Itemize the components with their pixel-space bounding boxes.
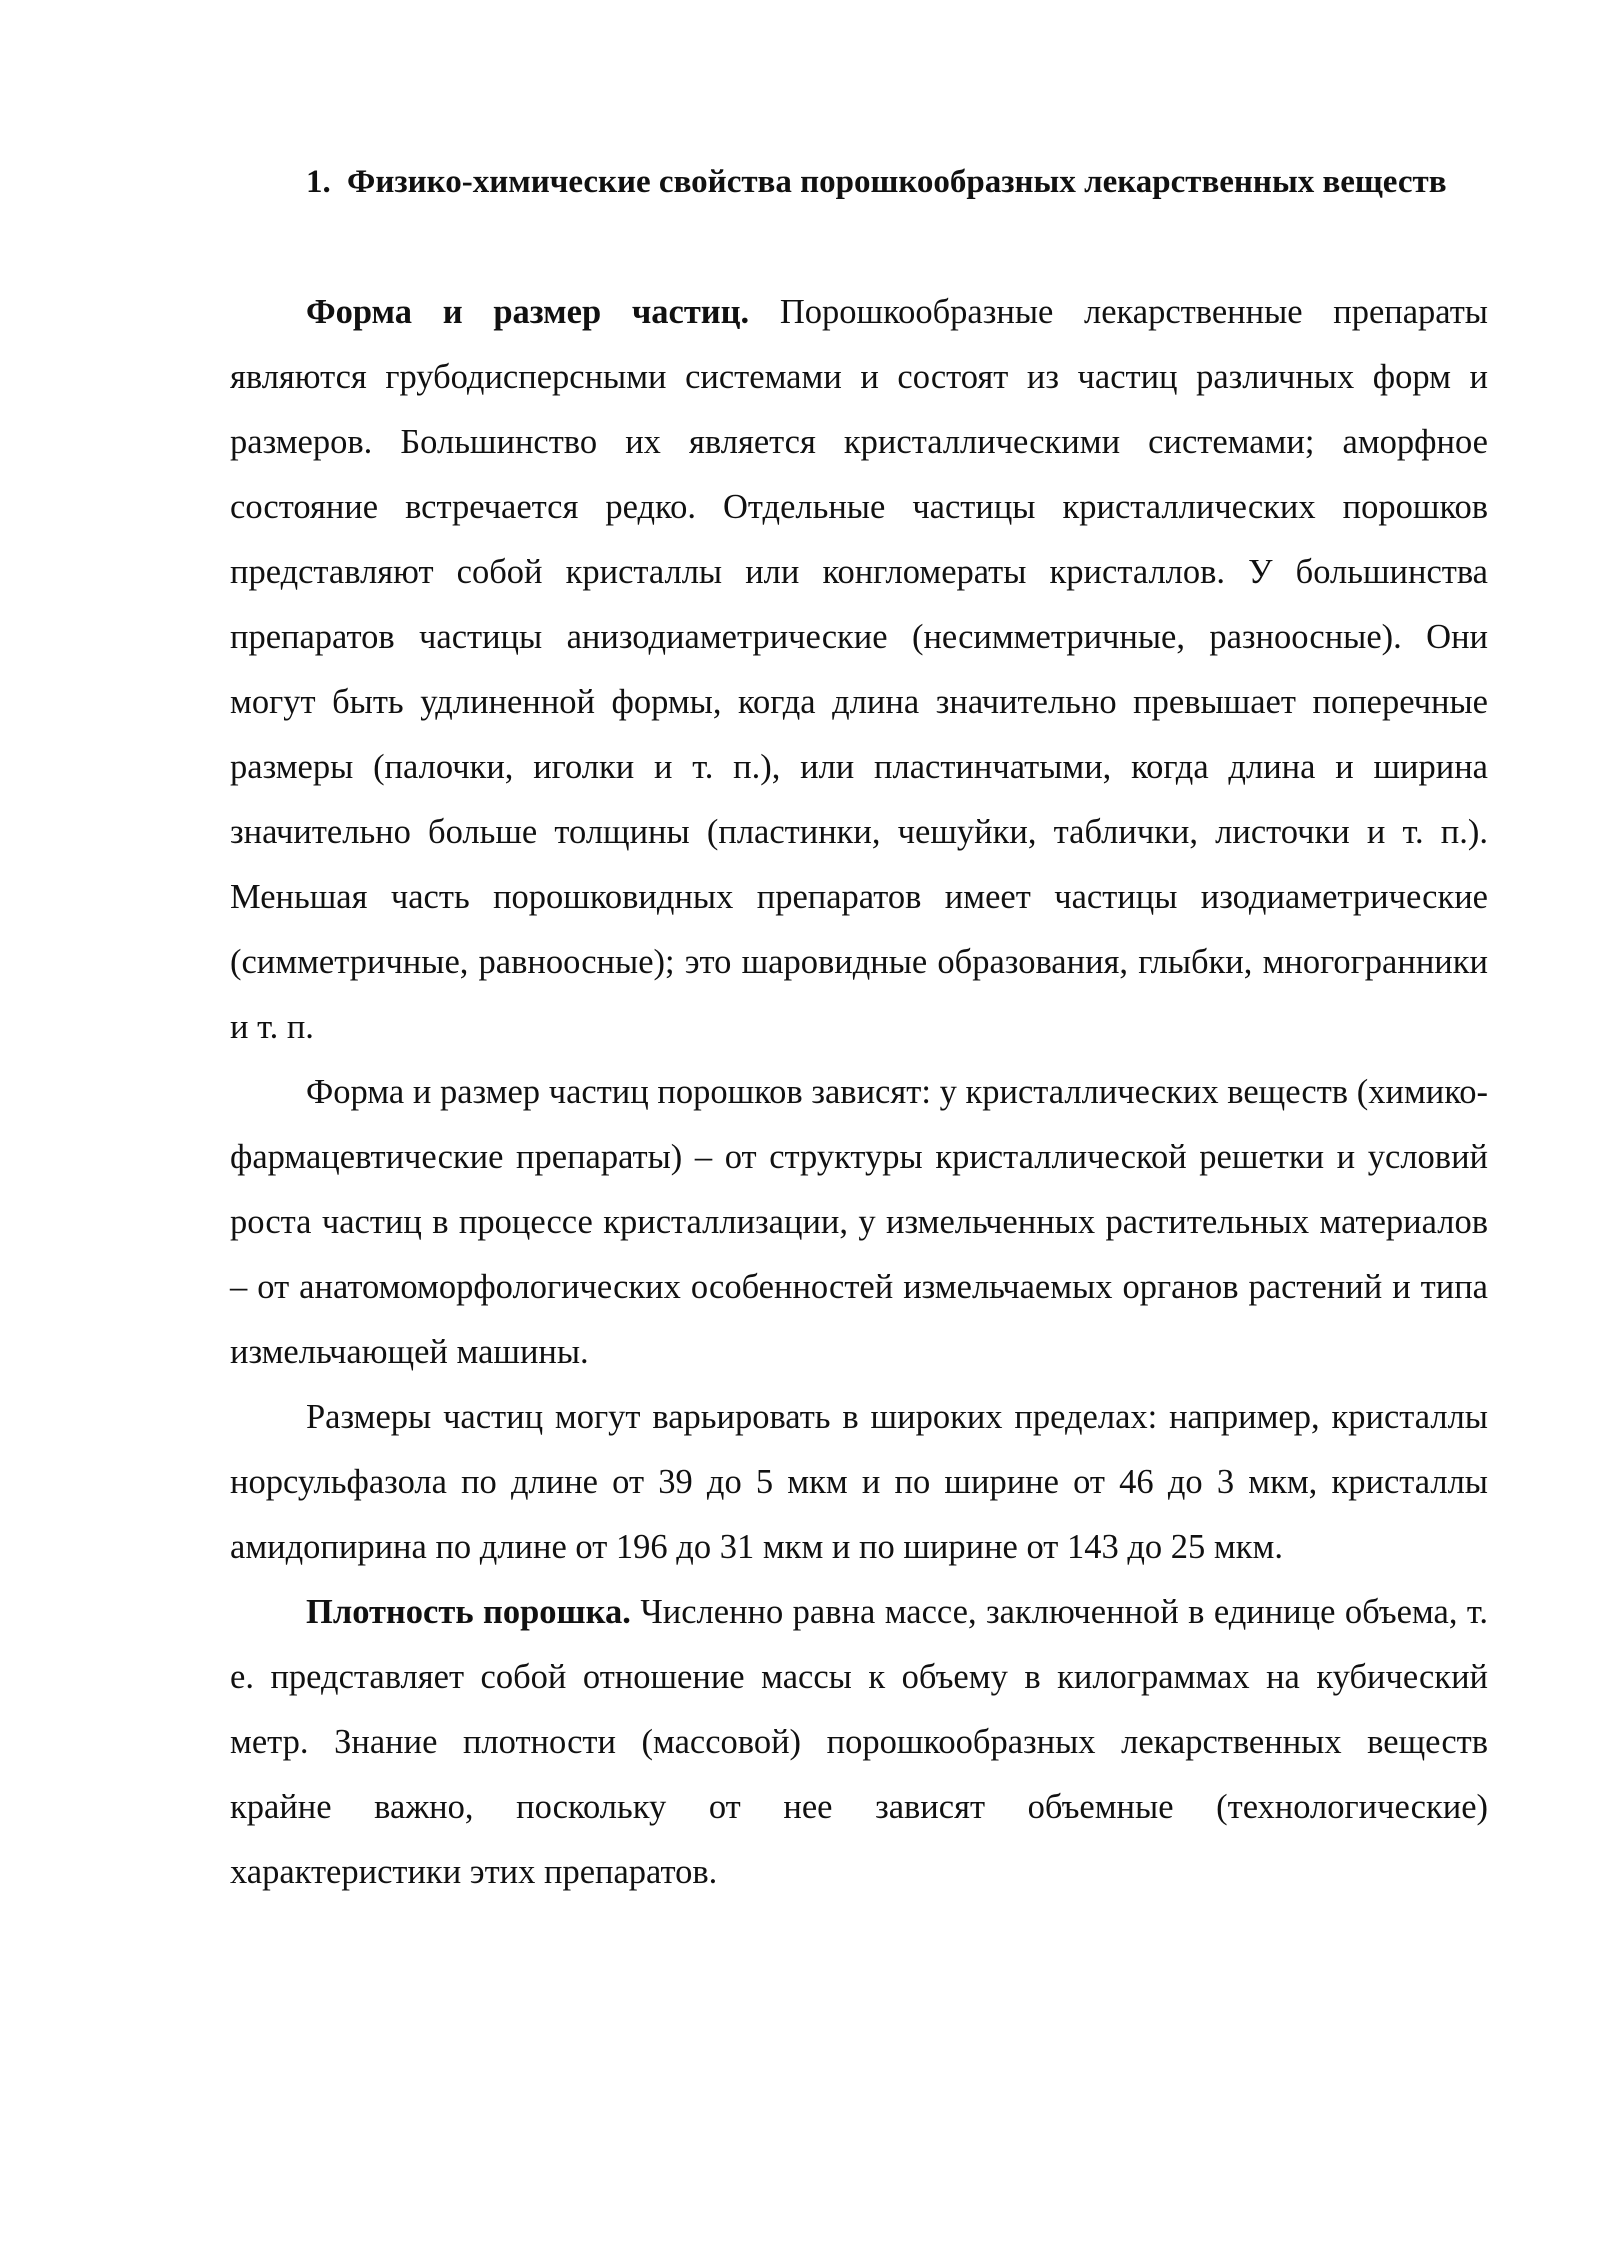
paragraph-powder-density (230, 1580, 1488, 1905)
paragraph-particle-shape (230, 280, 1488, 1060)
paragraph-text: Порошкообразные лекарственные препараты являются грубодисперсными системами и состоят из частиц различных форм и размеров. Большинство их является кристаллическими системами; аморфное состояние встречается редко. Отдельные частицы кристаллических порошков представляют собой кристаллы или конгломераты кристаллов. У большинства препаратов частицы анизодиаметрические (несимметричные, разноосные). Они могут быть удлиненной формы, когда длина значительно превышает поперечные размеры (палочки, иголки и т. п.), или пластинчатыми, когда длина и ширина значительно больше толщины (пластинки, чешуйки, таблички, листочки и т. п.). Меньшая часть порошковидных препаратов имеет частицы изодиаметрические (симметричные, равноосные); это шаровидные образования, глыбки, многогранники и т. п. (230, 293, 1488, 1046)
paragraph-term: Форма и размер частиц. (306, 293, 750, 331)
paragraph-text: Численно равна массе, заключенной в единице объема, т. е. представляет собой отношение массы к объему в килограммах на кубический метр. Знание плотности (массовой) порошкообразных лекарственных веществ крайне важно, поскольку от нее зависят объемные (технологические) характеристики этих препаратов. (230, 1593, 1488, 1891)
paragraph-shape-dependency (230, 1060, 1488, 1385)
section-number: 1. (306, 164, 331, 200)
paragraph-text: Форма и размер частиц порошков зависят: у кристаллических веществ (химико-фармацевтические препараты) – от структуры кристаллической решетки и условий роста частиц в процессе кристаллизации, у измельченных растительных материалов – от анатомоморфологических особенностей измельчаемых органов растений и типа измельчающей машины. (230, 1073, 1488, 1371)
section-heading (230, 150, 1488, 214)
paragraph-particle-sizes (230, 1385, 1488, 1580)
document-page (230, 150, 1488, 1905)
paragraph-text: Размеры частиц могут варьировать в широких пределах: например, кристаллы норсульфазола по длине от 39 до 5 мкм и по ширине от 46 до 3 мкм, кристаллы амидопирина по длине от 196 до 31 мкм и по ширине от 143 до 25 мкм. (230, 1398, 1488, 1566)
section-title: Физико-химические свойства порошкообразных лекарственных веществ (347, 164, 1447, 200)
paragraph-term: Плотность порошка. (306, 1593, 631, 1631)
